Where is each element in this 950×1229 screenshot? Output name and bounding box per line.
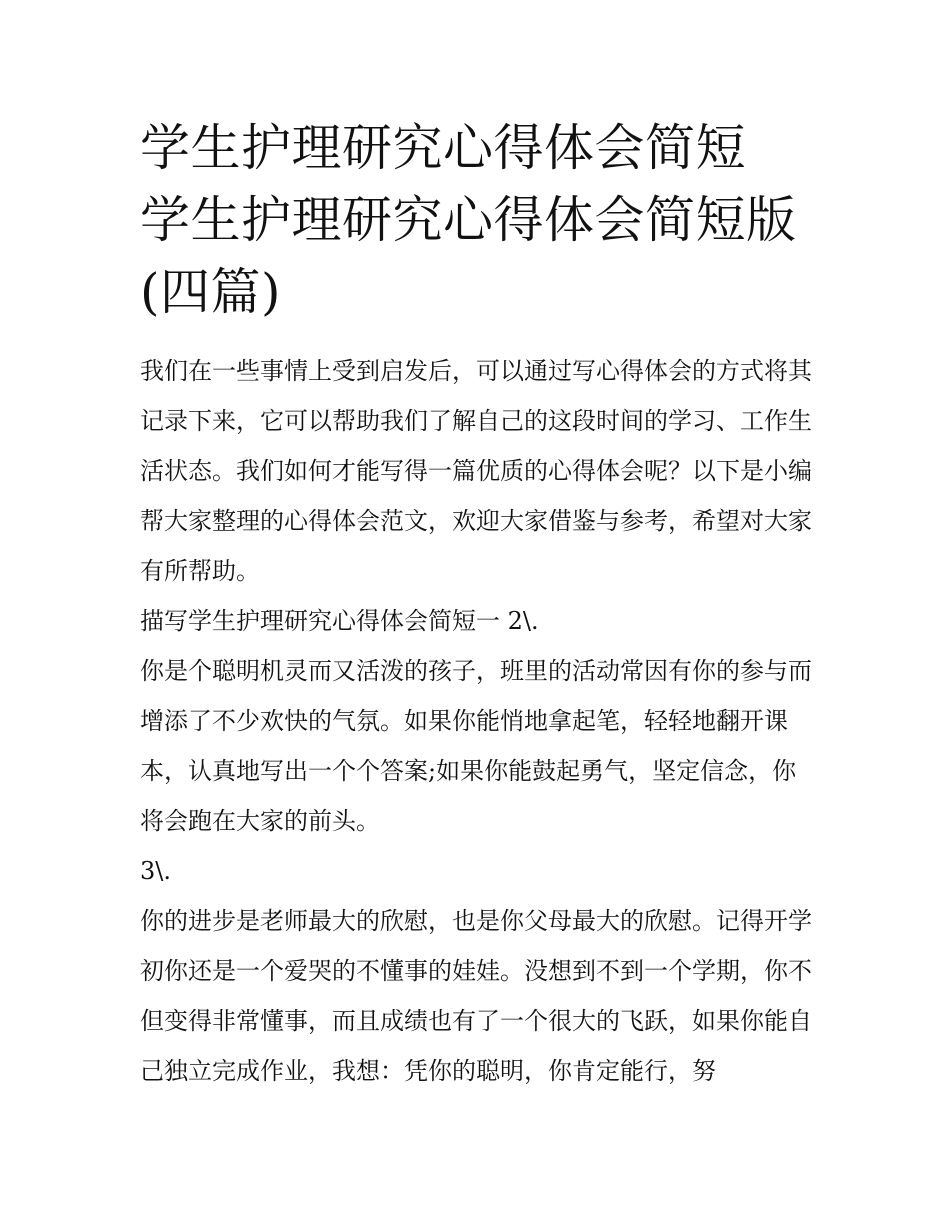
document-body <box>140 346 812 1096</box>
document-title: 学生护理研究心得体会简短 学生护理研究心得体会简短版(四篇) <box>140 119 797 321</box>
body-paragraph: 你的进步是老师最大的欣慰，也是你父母最大的欣慰。记得开学初你还是一个爱哭的不懂事的娃娃。没想到不到一个学期，你不但变得非常懂事，而且成绩也有了一个很大的飞跃，如果你能自己独立完成作业，我想：凭你的聪明，你肯定能行，努 <box>140 907 812 1085</box>
item-number: 3\. <box>140 857 171 885</box>
intro-paragraph: 我们在一些事情上受到启发后，可以通过写心得体会的方式将其记录下来，它可以帮助我们了解自己的这段时间的学习、工作生活状态。我们如何才能写得一篇优质的心得体会呢？以下是小编帮大家整理的心得体会范文，欢迎大家借鉴与参考，希望对大家有所帮助。 <box>140 357 812 585</box>
body-paragraph: 你是个聪明机灵而又活泼的孩子，班里的活动常因有你的参与而增添了不少欢快的气氛。如果你能悄地拿起笔，轻轻地翻开课本，认真地写出一个个答案;如果你能鼓起勇气，坚定信念，你将会跑在大家的前头。 <box>140 657 812 835</box>
section-heading: 描写学生护理研究心得体会简短一 2\. <box>140 607 539 635</box>
